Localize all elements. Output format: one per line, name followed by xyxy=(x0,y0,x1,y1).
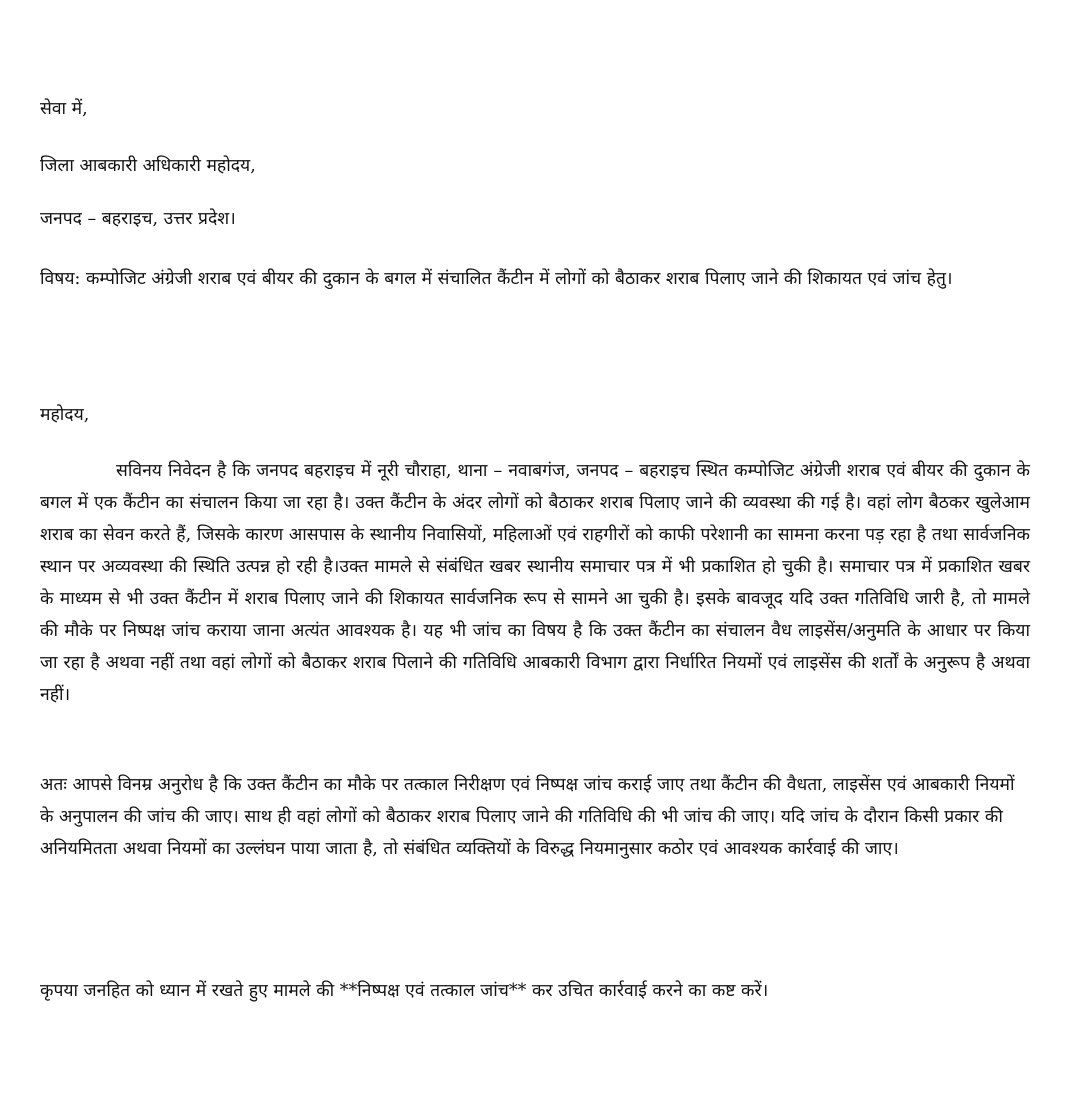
addressee-district: जनपद – बहराइच, उत्तर प्रदेश। xyxy=(40,209,236,229)
addressee-officer: जिला आबकारी अधिकारी महोदय, xyxy=(40,156,256,176)
letter-subject: विषय: कम्पोजिट अंग्रेजी शराब एवं बीयर की दुकान के बगल में संचालित कैंटीन में लोगों को बैठाकर शराब पिलाए जाने की शिकायत एवं जांच हेतु। xyxy=(40,269,953,289)
letter-body-paragraph: सविनय निवेदन है कि जनपद बहराइच में नूरी चौराहा, थाना – नवाबगंज, जनपद – बहराइच स्थित कम्पोजिट अंग्रेजी शराब एवं बीयर की दुकान के बगल में एक कैंटीन का संचालन किया जा रहा है। उक्त कैंटीन के अंदर लोगों को बैठाकर शराब पिलाए जाने की व्यवस्था की गई है। वहां लोग बैठकर खुलेआम शराब का सेवन करते हैं, जिसके कारण आसपास के स्थानीय निवासियों, महिलाओं एवं राहगीरों को काफी परेशानी का सामना करना पड़ रहा है तथा सार्वजनिक स्थान पर अव्यवस्था की स्थिति उत्पन्न हो रही है।उक्त मामले से संबंधित खबर स्थानीय समाचार पत्र में भी प्रकाशित हो चुकी है। समाचार पत्र में प्रकाशित खबर के माध्यम से भी उक्त कैंटीन में शराब पिलाए जाने की शिकायत सार्वजनिक रूप से सामने आ चुकी है। इसके बावजूद यदि उक्त गतिविधि जारी है, तो मामले की मौके पर निष्पक्ष जांच कराया जाना अत्यंत आवश्यक है। यह भी जांच का विषय है कि उक्त कैंटीन का संचालन वैध लाइसेंस/अनुमति के आधार पर किया जा रहा है अथवा नहीं तथा वहां लोगों को बैठाकर शराब पिलाने की गतिविधि आबकारी विभाग द्वारा निर्धारित नियमों एवं लाइसेंस की शर्तों के अनुरूप है अथवा नहीं। xyxy=(40,461,1030,705)
letter-closing: कृपया जनहित को ध्यान में रखते हुए मामले की **निष्पक्ष एवं तत्काल जांच** कर उचित कार्रवाई करने का कष्ट करें। xyxy=(40,981,769,1001)
letter-request-paragraph: अतः आपसे विनम्र अनुरोध है कि उक्त कैंटीन का मौके पर तत्काल निरीक्षण एवं निष्पक्ष जांच कराई जाए तथा कैंटीन की वैधता, लाइसेंस एवं आबकारी नियमों के अनुपालन की जांच की जाए। साथ ही वहां लोगों को बैठाकर शराब पिलाए जाने की गतिविधि की भी जांच की जाए। यदि जांच के दौरान किसी प्रकार की अनियमितता अथवा नियमों का उल्लंघन पाया जाता है, तो संबंधित व्यक्तियों के विरुद्ध नियमानुसार कठोर एवं आवश्यक कार्रवाई की जाए। xyxy=(40,775,1015,859)
addressee-salutation: सेवा में, xyxy=(40,99,88,119)
letter-greeting: महोदय, xyxy=(40,405,90,425)
